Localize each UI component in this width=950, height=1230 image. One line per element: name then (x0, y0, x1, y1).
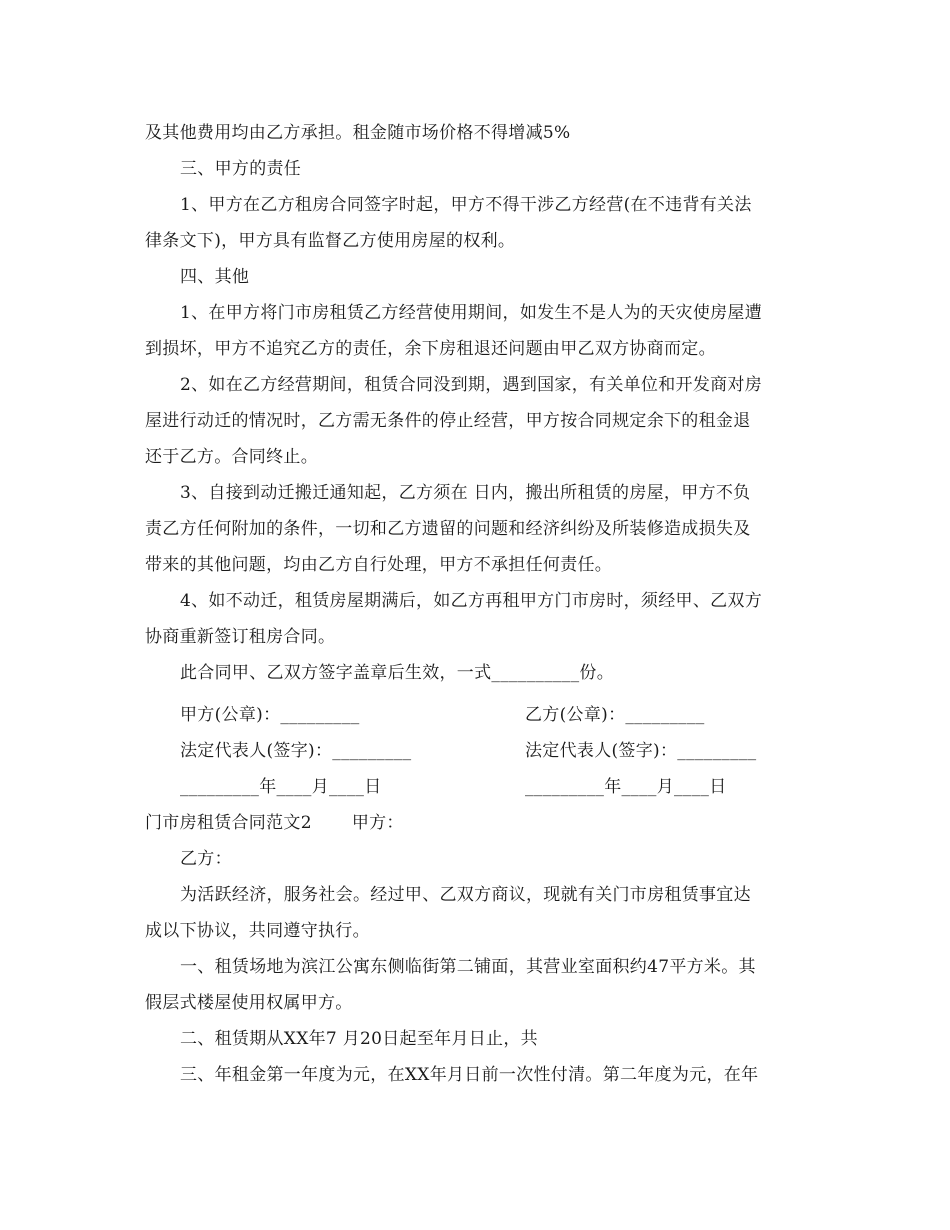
party-b-representative: 法定代表人(签字)：_________ (525, 741, 757, 761)
paragraph-line: 3、自接到动迁搬迁通知起，乙方须在 日内，搬出所租赁的房屋，甲方不负 (180, 483, 751, 503)
paragraph-line: 协商重新签订租房合同。 (145, 627, 336, 647)
paragraph-line: 到损坏，甲方不追究乙方的责任，余下房租退还问题由甲乙双方协商而定。 (145, 339, 716, 359)
paragraph-line: 1、在甲方将门市房租赁乙方经营使用期间，如发生不是人为的天灾使房屋遭 (180, 303, 763, 323)
paragraph-line: 成以下协议，共同遵守执行。 (145, 921, 370, 941)
paragraph-line: 屋进行动迁的情况时，乙方需无条件的停止经营，甲方按合同规定余下的租金退 (145, 411, 751, 431)
paragraph-line: 2、如在乙方经营期间，租赁合同没到期，遇到国家，有关单位和开发商对房 (180, 375, 763, 395)
section-heading: 四、其他 (180, 267, 250, 287)
paragraph-line: 1、甲方在乙方租房合同签字时起，甲方不得干涉乙方经营(在不违背有关法 (180, 195, 752, 215)
contract-2-header (145, 811, 815, 835)
contract-2-party-b: 乙方： (180, 849, 232, 869)
paragraph-line: 带来的其他问题，均由乙方自行处理，甲方不承担任何责任。 (145, 555, 613, 575)
paragraph-line: 一、租赁场地为滨江公寓东侧临街第二铺面，其营业室面积约47平方米。其 (180, 957, 756, 977)
paragraph-line: 4、如不动迁，租赁房屋期满后，如乙方再租甲方门市房时，须经甲、乙双方 (180, 591, 763, 611)
contract-2-party-a: 甲方： (351, 813, 404, 833)
paragraph-line: 此合同甲、乙双方签字盖章后生效，一式__________份。 (180, 663, 614, 683)
party-a-seal: 甲方(公章)：_________ (180, 705, 360, 725)
paragraph-line: 及其他费用均由乙方承担。租金随市场价格不得增减5% (145, 123, 571, 143)
paragraph-line: 为活跃经济，服务社会。经过甲、乙双方商议，现就有关门市房租赁事宜达 (180, 885, 751, 905)
paragraph-line: 假层式楼屋使用权属甲方。 (145, 993, 353, 1013)
section-heading: 三、甲方的责任 (180, 159, 302, 179)
paragraph-line: 三、年租金第一年度为元，在XX年月日前一次性付清。第二年度为元，在年 (180, 1065, 759, 1085)
party-a-representative: 法定代表人(签字)：_________ (180, 741, 412, 761)
party-b-seal: 乙方(公章)：_________ (525, 705, 705, 725)
party-b-date: _________年____月____日 (525, 777, 727, 797)
contract-2-title: 门市房租赁合同范文2 (145, 813, 312, 833)
paragraph-line: 二、租赁期从XX年7 月20日起至年月日止，共 (180, 1029, 538, 1049)
paragraph-line: 律条文下)，甲方具有监督乙方使用房屋的权利。 (145, 231, 516, 251)
paragraph-line: 还于乙方。合同终止。 (145, 447, 318, 467)
party-a-date: _________年____月____日 (180, 777, 382, 797)
paragraph-line: 责乙方任何附加的条件，一切和乙方遗留的问题和经济纠纷及所装修造成损失及 (145, 519, 751, 539)
